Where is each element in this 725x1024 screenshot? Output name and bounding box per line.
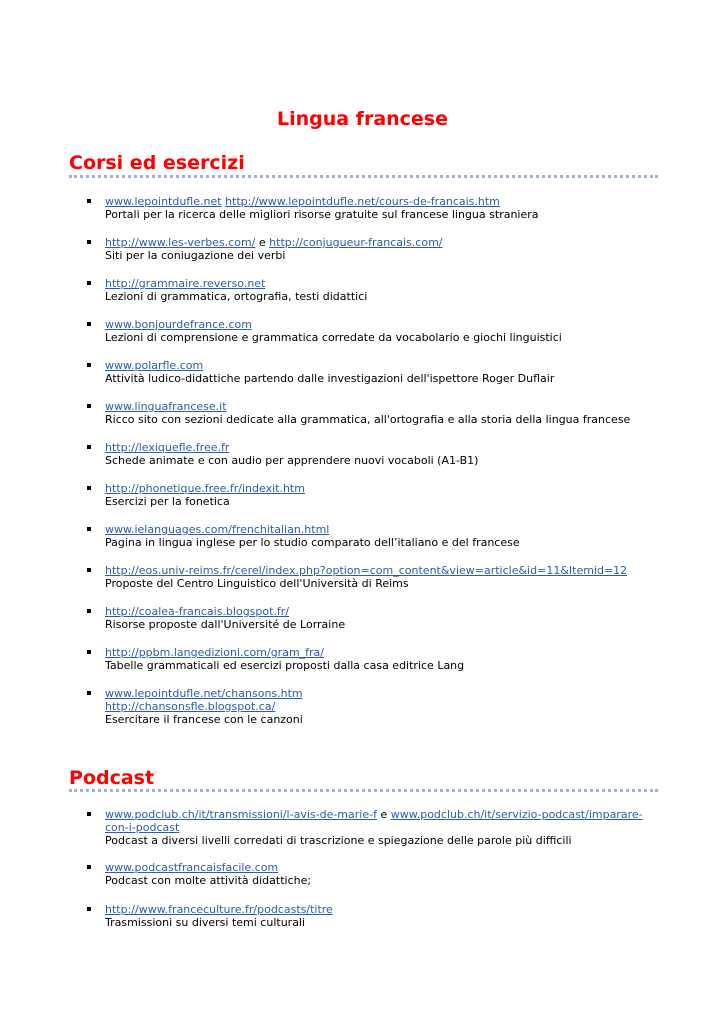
list-item-content	[105, 400, 660, 426]
list-item-content	[105, 277, 660, 303]
bullet-icon	[87, 240, 91, 244]
resource-link[interactable]: http://chansonsfle.blogspot.ca/	[105, 700, 276, 713]
section-title-corsi: Corsi ed esercizi	[69, 152, 245, 174]
link-line	[105, 482, 660, 495]
resource-description: Tabelle grammaticali ed esercizi proposti dalla casa editrice Lang	[105, 659, 465, 672]
link-line	[105, 903, 660, 916]
resource-link[interactable]: http://eos.univ-reims.fr/cerel/index.php?option=com_content&view=article&id=11&Itemid=12	[105, 564, 628, 577]
resource-description: Pagina in lingua inglese per lo studio comparato dell’italiano e del francese	[105, 536, 520, 549]
bullet-icon	[87, 281, 91, 285]
link-line	[105, 808, 660, 834]
resource-description: Trasmissioni su diversi temi culturali	[105, 916, 306, 929]
bullet-icon	[87, 199, 91, 203]
link-line	[105, 318, 660, 331]
resource-description: Schede animate e con audio per apprendere nuovi vocaboli (A1-B1)	[105, 454, 479, 467]
resource-description: Portali per la ricerca delle migliori risorse gratuite sul francese lingua straniera	[105, 208, 539, 221]
resource-link[interactable]: www.podclub.ch/it/transmissioni/l-avis-de-marie-f	[105, 808, 377, 821]
resource-description: Attività ludico-didattiche partendo dalle investigazioni dell'ispettore Roger Duflair	[105, 372, 555, 385]
bullet-icon	[87, 650, 91, 654]
link-line	[105, 605, 660, 618]
resource-link[interactable]: http://grammaire.reverso.net	[105, 277, 266, 290]
resource-link[interactable]: http://www.franceculture.fr/podcasts/titre	[105, 903, 333, 916]
bullet-icon	[87, 363, 91, 367]
resource-description: Lezioni di comprensione e grammatica corredate da vocabolario e giochi linguistici	[105, 331, 562, 344]
resource-link[interactable]: www.ielanguages.com/frenchitalian.html	[105, 523, 330, 536]
link-line	[105, 359, 660, 372]
link-line	[105, 564, 660, 577]
link-line	[105, 646, 660, 659]
section-divider	[69, 175, 658, 178]
link-line	[105, 523, 660, 536]
bullet-icon	[87, 609, 91, 613]
list-item-content	[105, 861, 660, 887]
resource-link[interactable]: http://conjugueur-francais.com/	[269, 236, 443, 249]
list-item-content	[105, 687, 660, 726]
list-item-content	[105, 359, 660, 385]
resource-description: Esercitare il francese con le canzoni	[105, 713, 303, 726]
resource-link[interactable]: www.lepointdufle.net	[105, 195, 222, 208]
list-item-content	[105, 564, 660, 590]
page-title: Lingua francese	[276, 108, 449, 130]
link-line	[105, 400, 660, 413]
list-item-content	[105, 903, 660, 929]
link-separator: e	[376, 808, 391, 821]
resource-link[interactable]: www.polarfle.com	[105, 359, 204, 372]
section-divider	[69, 789, 658, 792]
list-item-content	[105, 318, 660, 344]
bullet-icon	[87, 322, 91, 326]
resource-description: Proposte del Centro Linguistico dell'Università di Reims	[105, 577, 409, 590]
resource-link[interactable]: http://phonetique.free.fr/indexit.htm	[105, 482, 305, 495]
list-item-content	[105, 605, 660, 631]
list-item-content	[105, 808, 660, 847]
resource-description: Siti per la coniugazione dei verbi	[105, 249, 286, 262]
list-item-content	[105, 195, 660, 221]
bullet-icon	[87, 691, 91, 695]
bullet-icon	[87, 907, 91, 911]
resource-description: Risorse proposte dall'Université de Lorraine	[105, 618, 346, 631]
link-line	[105, 277, 660, 290]
link-line	[105, 861, 660, 874]
bullet-icon	[87, 865, 91, 869]
bullet-icon	[87, 486, 91, 490]
resource-link[interactable]: www.lepointdufle.net/chansons.htm	[105, 687, 303, 700]
list-item-content	[105, 482, 660, 508]
resource-link[interactable]: www.bonjourdefrance.com	[105, 318, 252, 331]
list-item-content	[105, 523, 660, 549]
link-line	[105, 687, 660, 700]
link-line	[105, 195, 660, 208]
resource-link[interactable]: http://ppbm.langedizioni.com/gram_fra/	[105, 646, 325, 659]
resource-link[interactable]: http://www.les-verbes.com/	[105, 236, 256, 249]
bullet-icon	[87, 527, 91, 531]
resource-link[interactable]: http://www.lepointdufle.net/cours-de-francais.htm	[225, 195, 500, 208]
resource-link[interactable]: www.podclub.ch/it/servizio-podcast/imparare-con-i-podcast	[105, 808, 643, 834]
resource-link[interactable]: www.podcastfrancaisfacile.com	[105, 861, 279, 874]
resource-description: Podcast a diversi livelli corredati di trascrizione e spiegazione delle parole più difficili	[105, 834, 572, 847]
resource-link[interactable]: http://lexiquefle.free.fr	[105, 441, 230, 454]
bullet-icon	[87, 445, 91, 449]
resource-link[interactable]: www.linguafrancese.it	[105, 400, 227, 413]
list-item-content	[105, 236, 660, 262]
section-title-podcast: Podcast	[69, 767, 155, 789]
bullet-icon	[87, 812, 91, 816]
resource-description: Esercizi per la fonetica	[105, 495, 230, 508]
list-item-content	[105, 646, 660, 672]
link-separator: e	[255, 236, 270, 249]
list-item-content	[105, 441, 660, 467]
resource-description: Podcast con molte attività didattiche;	[105, 874, 312, 887]
resource-description: Ricco sito con sezioni dedicate alla grammatica, all'ortografia e alla storia della lingua francese	[105, 413, 631, 426]
link-line	[105, 441, 660, 454]
resource-description: Lezioni di grammatica, ortografia, testi didattici	[105, 290, 368, 303]
bullet-icon	[87, 568, 91, 572]
link-line	[105, 700, 660, 713]
link-line	[105, 236, 660, 249]
bullet-icon	[87, 404, 91, 408]
resource-link[interactable]: http://coalea-francais.blogspot.fr/	[105, 605, 290, 618]
